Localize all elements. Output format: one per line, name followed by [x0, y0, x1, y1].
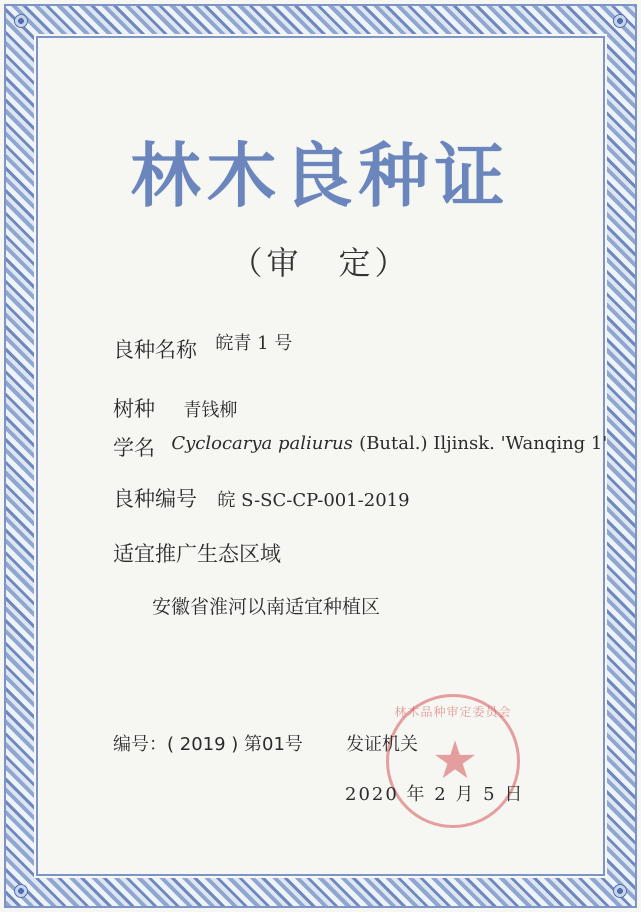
scientific-name-label: 学名	[113, 436, 155, 460]
corner-ornament-icon	[613, 14, 627, 28]
region-value-row	[152, 592, 380, 619]
species-row	[113, 393, 237, 423]
variety-code-value: 皖 S-SC-CP-001-2019	[217, 490, 410, 511]
scientific-name-row	[113, 432, 607, 462]
corner-ornament-icon	[14, 884, 28, 898]
issue-date: 2020 年 2 月 5 日	[345, 784, 525, 805]
variety-name-label: 良种名称	[113, 338, 197, 362]
corner-ornament-icon	[613, 884, 627, 898]
seal-text: 林木品种审定委员会	[394, 705, 512, 719]
variety-name-row	[113, 334, 292, 364]
region-value: 安徽省淮河以南适宜种植区	[152, 596, 381, 618]
issuing-authority: 发证机关	[346, 734, 418, 755]
region-label-row	[113, 538, 281, 568]
certificate-number: 编号：( 2019 ) 第01号	[113, 734, 303, 755]
star-icon: ★	[431, 731, 479, 791]
official-seal	[386, 694, 520, 828]
variety-code-row	[113, 483, 410, 513]
corner-ornament-icon	[14, 14, 28, 28]
species-label: 树种	[113, 397, 155, 421]
species-value: 青钱柳	[183, 400, 238, 421]
variety-code-label: 良种编号	[113, 487, 197, 511]
scientific-name-genus: Cyclocarya paliurus	[171, 433, 353, 454]
certificate-subtitle: （审 定）	[230, 244, 411, 282]
variety-name-value: 皖青 1 号	[215, 333, 293, 354]
certificate-title: 林木良种证	[130, 135, 511, 217]
region-label: 适宜推广生态区域	[113, 542, 281, 566]
scientific-name-authority: (Butal.) Iljinsk. 'Wanqing 1'	[359, 433, 608, 454]
